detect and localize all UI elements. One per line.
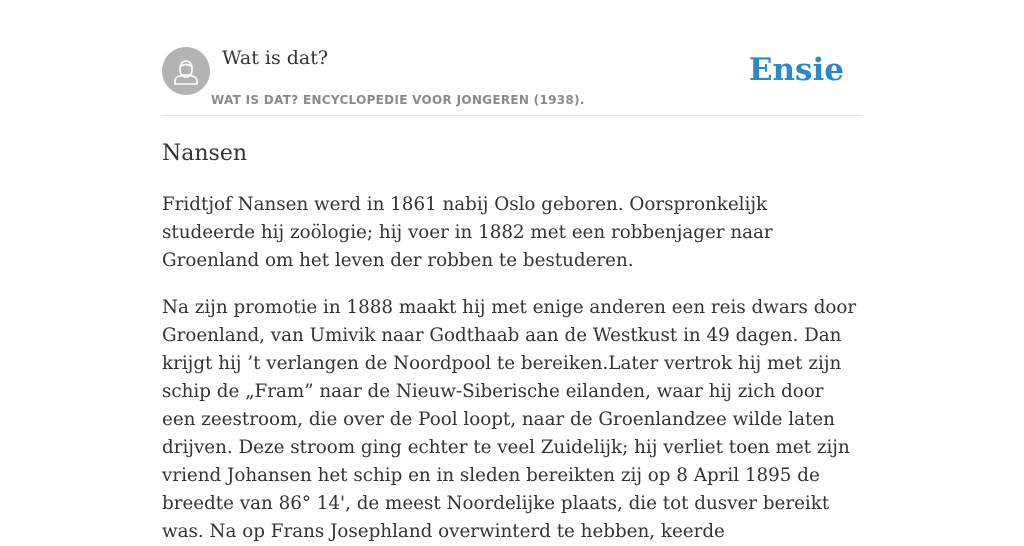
source-subtitle: WAT IS DAT? ENCYCLOPEDIE VOOR JONGEREN (1938). xyxy=(211,93,585,107)
source-header xyxy=(162,0,862,116)
source-title[interactable]: Wat is dat? xyxy=(222,47,329,69)
article xyxy=(162,136,862,546)
site-logo[interactable]: Ensie xyxy=(748,52,844,88)
article-paragraph: Fridtjof Nansen werd in 1861 nabij Oslo geboren. Oorspronkelijk studeerde hij zoölogie; hij voer in 1882 met een robbenjager naar Groenland om het leven der robben te bestuderen. xyxy=(162,194,773,271)
article-title: Nansen xyxy=(162,141,248,166)
user-icon[interactable] xyxy=(162,47,210,95)
article-paragraph: Na zijn promotie in 1888 maakt hij met enige anderen een reis dwars door Groenland, van Umivik naar Godthaab aan de Westkust in 49 dagen. Dan krijgt hij ’t verlangen de Noordpool te bereiken.Later vertrok hij met zijn schip de „Fram” naar de Nieuw-Siberische eilanden, waar hij zich door een zeestroom, die over de Pool loopt, naar de Groenlandzee wilde laten drijven. Deze stroom ging echter te veel Zuidelijk; hij verliet toen met zijn vriend Johansen het schip en in sleden bereikten zij op 8 April 1895 de breedte van 86° 14', de meest Noordelijke plaats, die tot dusver bereikt was. Na op Frans Josephland overwinterd te hebben, keerde xyxy=(162,297,857,542)
